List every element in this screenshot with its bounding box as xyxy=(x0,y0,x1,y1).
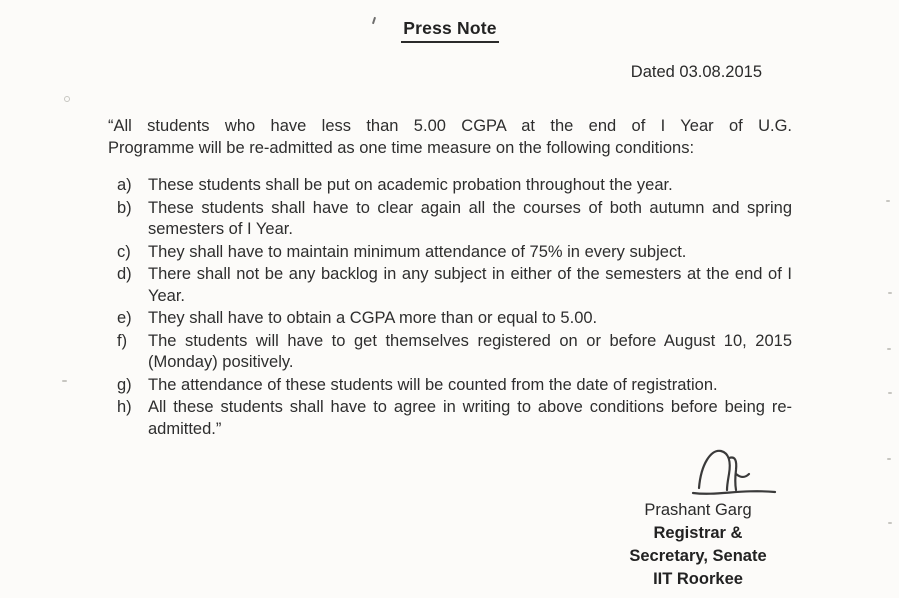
condition-label: b) xyxy=(117,198,132,217)
scan-speck xyxy=(62,380,67,382)
scan-speck xyxy=(887,458,891,460)
condition-item xyxy=(108,397,792,440)
intro-line: Programme will be re-admitted as one time measure on the following conditions: xyxy=(108,138,695,157)
condition-label: a) xyxy=(117,176,132,194)
condition-text: All these students shall have to agree in writing to above conditions before being re-admitted.” xyxy=(148,398,792,438)
scan-speck xyxy=(887,348,891,350)
condition-text: The attendance of these students will be counted from the date of registration. xyxy=(148,375,718,394)
condition-text: These students shall be put on academic probation throughout the year. xyxy=(148,176,673,194)
title-row xyxy=(108,18,792,43)
condition-item xyxy=(108,375,792,397)
date-line: Dated 03.08.2015 xyxy=(630,62,762,81)
conditions-list xyxy=(108,175,792,440)
signatory-org: IIT Roorkee xyxy=(653,570,743,588)
scan-speck xyxy=(888,392,892,394)
condition-text: They shall have to maintain minimum attendance of 75% in every subject. xyxy=(148,242,687,261)
condition-label: h) xyxy=(117,398,132,416)
condition-label: g) xyxy=(117,375,132,394)
condition-text: They shall have to obtain a CGPA more than or equal to 5.00. xyxy=(148,309,598,327)
document-title: Press Note xyxy=(401,18,498,43)
condition-item xyxy=(108,308,792,330)
condition-label: e) xyxy=(117,309,132,327)
signatory-title-line2: Secretary, Senate xyxy=(629,547,767,565)
signature-block xyxy=(609,444,787,591)
condition-label: d) xyxy=(117,265,132,283)
condition-item xyxy=(108,175,792,197)
condition-text: There shall not be any backlog in any subject in either of the semesters at the end of I Year. xyxy=(148,265,792,305)
scan-speck xyxy=(888,522,892,524)
intro-line: “All students who have less than 5.00 CGPA at the end of I Year of U.G. xyxy=(108,117,792,135)
condition-item xyxy=(108,198,792,241)
condition-item xyxy=(108,264,792,307)
scan-speck xyxy=(888,292,892,294)
condition-item xyxy=(108,242,792,264)
condition-item xyxy=(108,331,792,374)
scan-speck xyxy=(64,96,70,102)
condition-label: c) xyxy=(117,242,131,261)
intro-paragraph xyxy=(108,116,792,159)
signatory-name: Prashant Garg xyxy=(644,501,752,519)
signature-icon xyxy=(689,444,779,496)
scan-speck xyxy=(886,200,890,202)
condition-label: f) xyxy=(117,331,128,350)
signatory-title-line1: Registrar & xyxy=(653,524,743,542)
condition-text: These students shall have to clear again all the courses of both autumn and spring semesters of I Year. xyxy=(148,198,792,238)
condition-text: The students will have to get themselves registered on or before August 10, 2015 (Monday) positively. xyxy=(148,331,792,371)
